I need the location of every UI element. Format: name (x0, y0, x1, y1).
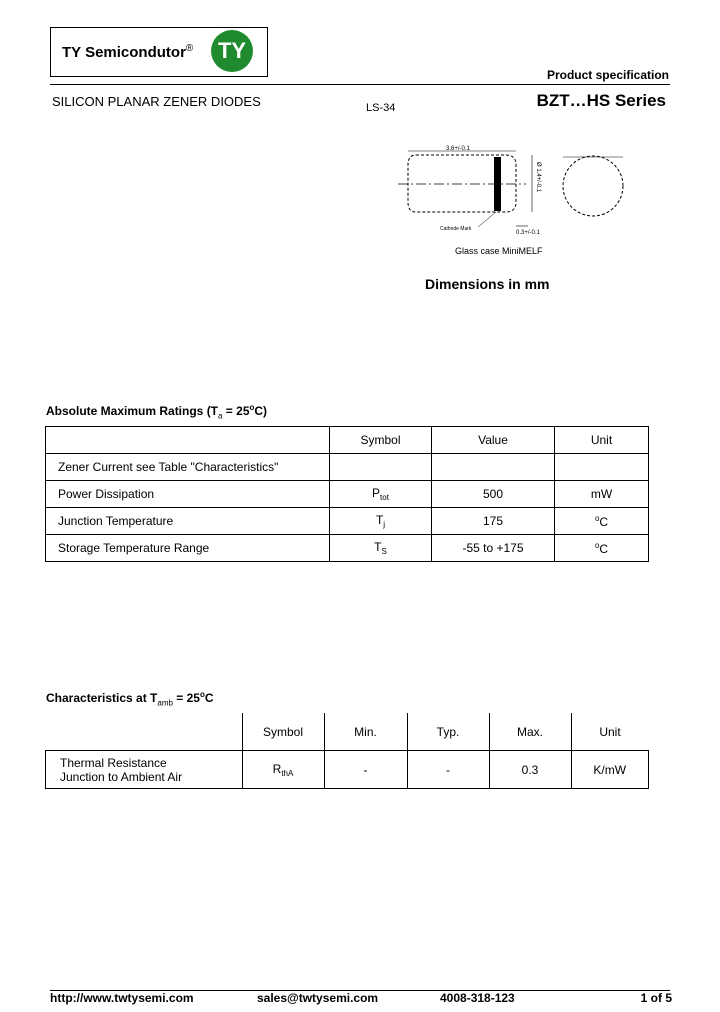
table-header-cell: Unit (555, 427, 649, 454)
package-code: LS-34 (366, 102, 396, 114)
cathode-mark-text: Cathode Mark (440, 226, 472, 232)
diameter-dim-text: Ø 1.4+/-0.1 (535, 162, 541, 193)
document-title: SILICON PLANAR ZENER DIODES (52, 94, 261, 109)
absolute-max-ratings-table (45, 426, 649, 562)
param-cell: Storage Temperature Range (46, 535, 330, 562)
unit-cell: $^o$C (555, 508, 649, 535)
footer-website-link[interactable]: http://www.twtysemi.com (50, 991, 194, 1005)
table-row (46, 454, 649, 481)
footer-phone: 4008-318-123 (440, 991, 515, 1005)
value-cell: -55 to +175 (432, 535, 555, 562)
table-header-cell (46, 427, 330, 454)
param-cell: Thermal Resistance Junction to Ambient Air (46, 751, 243, 789)
package-outline-diagram (394, 140, 634, 240)
table-header-cell: Min. (324, 713, 407, 751)
max-cell: 0.3 (489, 751, 571, 789)
cathode-leader (478, 212, 496, 227)
page-number: 1 of 5 (640, 991, 672, 1005)
table-row (46, 481, 649, 508)
table-row (46, 751, 649, 789)
value-cell (432, 454, 555, 481)
unit-cell (555, 454, 649, 481)
table-header-cell (46, 713, 243, 751)
symbol-cell: $P_{tot}$ (330, 481, 432, 508)
table-header-cell: Typ. (407, 713, 489, 751)
symbol-cell (330, 454, 432, 481)
series-title: BZT…HS Series (536, 91, 666, 110)
table-row (46, 535, 649, 562)
characteristics-table (45, 713, 649, 789)
table-header-cell: Value (432, 427, 555, 454)
symbol-cell: $T_S$ (330, 535, 432, 562)
company-name: TY Semicondutor® (62, 43, 194, 61)
logo-emblem: TY (211, 30, 253, 72)
value-cell: 500 (432, 481, 555, 508)
diagram-caption: Glass case MiniMELF (455, 246, 543, 256)
product-spec-label: Product specification (546, 68, 669, 82)
table-header-cell: Symbol (242, 713, 324, 751)
symbol-cell: $T_j$ (330, 508, 432, 535)
unit-cell: K/mW (571, 751, 649, 789)
symbol-cell: $R_{thA}$ (242, 751, 324, 789)
typ-cell: - (407, 751, 489, 789)
unit-cell: $^o$C (555, 535, 649, 562)
length-dim-text: 3.6+/-0.1 (446, 146, 470, 152)
value-cell: 175 (432, 508, 555, 535)
end-view-circle (563, 156, 623, 216)
amr-section-title: Absolute Maximum Ratings $(T_a = 25^oC)$ (46, 403, 268, 421)
param-cell: Power Dissipation (46, 481, 330, 508)
footer-email-link[interactable]: sales@twtysemi.com (257, 991, 379, 1005)
min-cell: - (324, 751, 407, 789)
characteristics-section-title: Characteristics at $T_{amb} = 25^oC$ (46, 690, 214, 708)
table-header-cell: Symbol (330, 427, 432, 454)
param-cell: Junction Temperature (46, 508, 330, 535)
param-cell: Zener Current see Table "Characteristics" (46, 454, 330, 481)
unit-cell: mW (555, 481, 649, 508)
table-header-row (46, 427, 649, 454)
table-header-cell: Unit (571, 713, 649, 751)
cap-dim-text: 0.3+/-0.1 (516, 230, 540, 236)
table-header-row (46, 713, 649, 751)
company-logo (50, 27, 268, 77)
dimensions-label: Dimensions in mm (425, 276, 550, 292)
header-divider (50, 84, 670, 85)
registered-mark: ® (185, 43, 194, 54)
table-header-cell: Max. (489, 713, 571, 751)
table-row (46, 508, 649, 535)
